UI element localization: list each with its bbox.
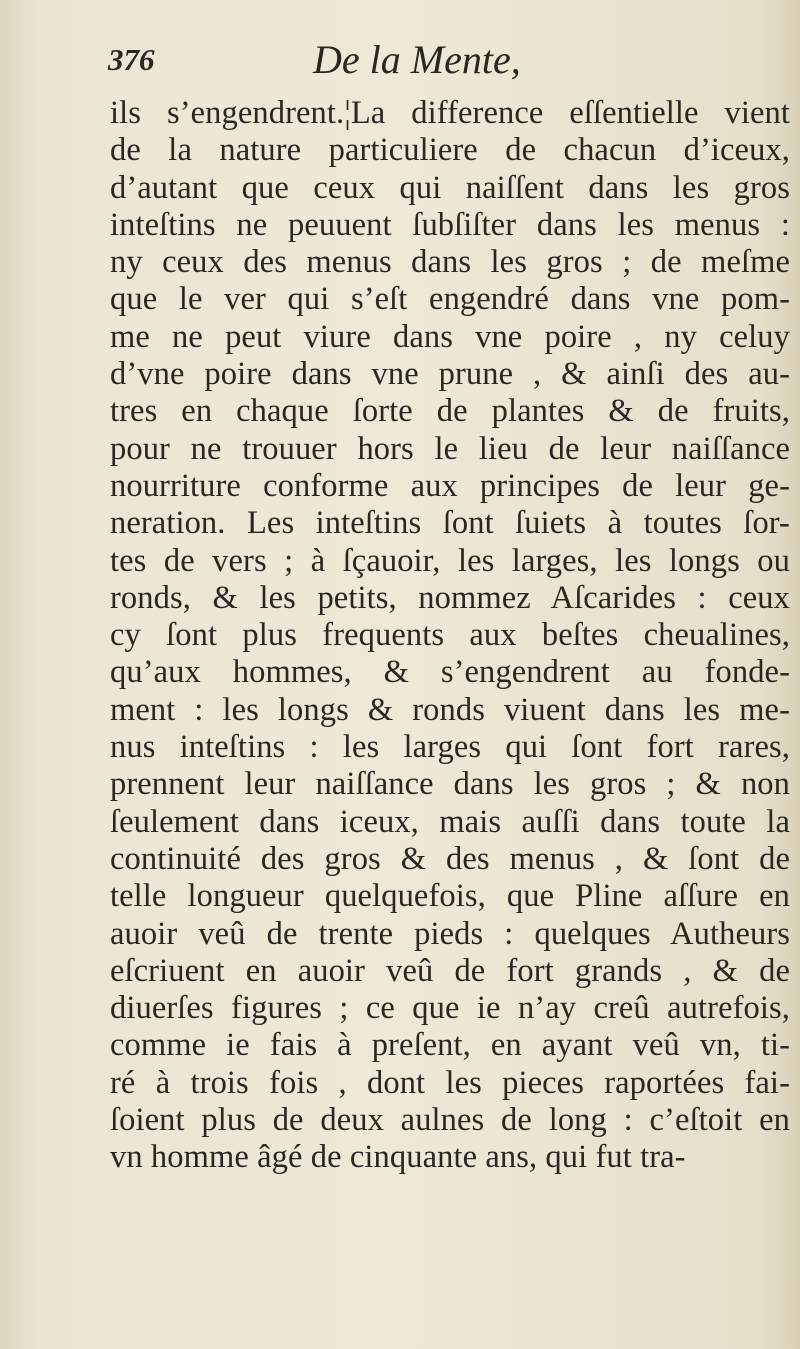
text-line: nus inteſtins : les larges qui ſont fort rares, [110,729,790,766]
text-line: tes de vers ; à ſçauoir, les larges, les longs ou [110,542,790,579]
text-line: ſeulement dans iceux, mais auſſi dans toute la [110,803,790,840]
text-line: prennent leur naiſſance dans les gros ; & non [110,766,790,803]
text-line: tres en chaque ſorte de plantes & de fruits, [110,393,790,430]
text-line: continuité des gros & des menus , & ſont de [110,840,790,877]
text-line: d’autant que ceux qui naiſſent dans les gros [110,169,790,206]
text-line: auoir veû de trente pieds : quelques Autheurs [110,915,790,952]
body-text [110,95,790,1177]
text-line: inteſtins ne peuuent ſubſiſter dans les menus : [110,206,790,243]
text-line: pour ne trouuer hors le lieu de leur naiſſance [110,430,790,467]
text-line: me ne peut viure dans vne poire , ny celuy [110,318,790,355]
text-line: qu’aux hommes, & s’engendrent au fonde- [110,654,790,691]
text-line: ny ceux des menus dans les gros ; de meſme [110,244,790,281]
text-line: ils s’engendrent.¦La difference eſſentielle vient [110,95,790,131]
text-line: cy ſont plus frequents aux beſtes cheualines, [110,617,790,654]
text-line: telle longueur quelquefois, que Pline aſſure en [110,878,790,915]
text-line: eſcriuent en auoir veû de fort grands , & de [110,952,790,989]
text-line: neration. Les inteſtins ſont ſuiets à toutes ſor- [110,505,790,542]
text-line: ment : les longs & ronds viuent dans les me- [110,691,790,728]
text-line: vn homme âgé de cinquante ans, qui fut tra- [110,1139,686,1176]
running-head: De la Mente, [313,37,521,82]
text-line: nourriture conforme aux principes de leur ge- [110,467,790,504]
text-line: d’vne poire dans vne prune , & ainſi des au- [110,356,790,393]
text-line: de la nature particuliere de chacun d’iceux, [110,132,790,169]
page-header [108,36,740,86]
page-number: 376 [108,42,155,77]
text-line: que le ver qui s’eſt engendré dans vne pom- [110,281,790,318]
text-line: diuerſes figures ; ce que ie n’ay creû autrefois, [110,990,790,1027]
text-line: comme ie fais à preſent, en ayant veû vn, ti- [110,1027,790,1064]
text-line: ſoient plus de deux aulnes de long : c’eſtoit en [110,1102,790,1139]
text-line: ré à trois fois , dont les pieces raportées fai- [110,1064,790,1101]
text-line: ronds, & les petits, nommez Aſcarides : ceux [110,579,790,616]
